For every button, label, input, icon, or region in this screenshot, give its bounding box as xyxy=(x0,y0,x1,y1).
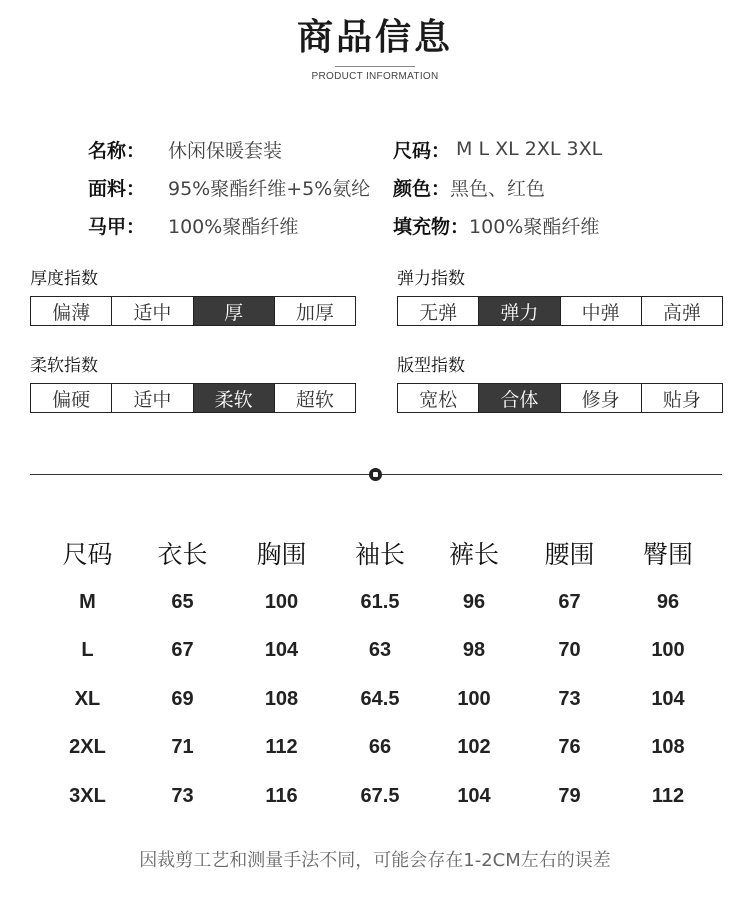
table-row xyxy=(40,627,720,676)
page-subtitle: PRODUCT INFORMATION xyxy=(311,71,439,82)
info-label: 填充物： xyxy=(393,215,470,238)
index-scale xyxy=(397,383,723,413)
info-value: 休闲保暖套装 xyxy=(168,139,283,162)
index-option: 超软 xyxy=(295,388,334,411)
table-cell: 108 xyxy=(651,736,685,759)
info-label: 颜色： xyxy=(393,177,451,200)
table-row xyxy=(40,724,720,773)
info-value: 黑色、红色 xyxy=(450,177,546,200)
info-name xyxy=(88,132,282,166)
table-cell: 66 xyxy=(368,736,392,759)
index-label: 柔软指数 xyxy=(30,356,98,376)
table-cell: 70 xyxy=(558,639,581,662)
index-option: 适中 xyxy=(112,384,193,412)
info-label: 面料： xyxy=(88,177,146,200)
table-row xyxy=(40,578,720,627)
index-scale xyxy=(30,383,356,413)
index-scale xyxy=(30,296,356,326)
table-header xyxy=(40,528,720,578)
index-label: 弹力指数 xyxy=(397,269,465,289)
title-underline xyxy=(335,66,415,67)
column-header: 胸围 xyxy=(256,540,307,569)
table-cell: 2XL xyxy=(69,736,106,759)
info-row xyxy=(88,170,708,208)
column-header: 衣长 xyxy=(157,540,208,569)
info-color xyxy=(393,170,545,204)
index-option: 中弹 xyxy=(561,297,642,325)
info-label: 尺码： xyxy=(393,139,451,162)
info-value: 100%聚酯纤维 xyxy=(469,215,600,238)
table-cell: 112 xyxy=(651,784,685,807)
measurement-note: 因裁剪工艺和测量手法不同，可能会存在1-2CM左右的误差 xyxy=(139,850,611,871)
info-filling xyxy=(393,208,599,242)
info-row xyxy=(88,132,708,170)
table-cell: 76 xyxy=(558,736,581,759)
table-cell: 116 xyxy=(265,784,298,807)
info-vest xyxy=(88,208,298,242)
thickness-index xyxy=(30,266,356,326)
table-cell: 100 xyxy=(651,639,685,662)
table-cell: 79 xyxy=(558,784,581,807)
table-row xyxy=(40,772,720,821)
table-cell: 108 xyxy=(264,687,299,710)
divider-dot-icon xyxy=(369,468,382,481)
table-cell: 104 xyxy=(457,784,491,807)
index-option: 无弹 xyxy=(398,297,479,325)
column-header: 裤长 xyxy=(448,540,499,569)
index-option: 合体 xyxy=(479,384,560,412)
table-cell: 73 xyxy=(558,687,581,710)
table-cell: M xyxy=(79,590,96,613)
info-value: 95%聚酯纤维+5%氨纶 xyxy=(168,177,371,200)
info-fabric xyxy=(88,170,370,204)
index-option: 弹力 xyxy=(479,297,560,325)
table-cell: 96 xyxy=(656,590,680,613)
index-label: 版型指数 xyxy=(397,356,465,376)
table-cell: 67 xyxy=(171,639,194,662)
elasticity-index xyxy=(397,266,723,326)
page-title: 商品信息 xyxy=(296,17,453,58)
table-cell: 104 xyxy=(264,639,299,662)
table-cell: 104 xyxy=(651,687,685,710)
table-cell: 69 xyxy=(171,687,194,710)
index-option: 加厚 xyxy=(295,301,334,324)
softness-index xyxy=(30,353,356,413)
header xyxy=(0,14,750,82)
table-cell: 73 xyxy=(171,784,194,807)
index-option: 厚 xyxy=(194,297,275,325)
index-option: 偏薄 xyxy=(31,297,112,325)
table-cell: 3XL xyxy=(69,784,106,807)
index-label: 厚度指数 xyxy=(30,269,98,289)
table-cell: XL xyxy=(74,687,101,710)
index-scale xyxy=(397,296,723,326)
column-header: 袖长 xyxy=(354,540,405,569)
info-size xyxy=(393,132,602,166)
table-row xyxy=(40,675,720,724)
table-cell: 67.5 xyxy=(360,784,400,807)
info-value: M L XL 2XL 3XL xyxy=(450,138,603,160)
info-label: 名称： xyxy=(88,139,146,162)
table-cell: 112 xyxy=(265,736,298,759)
index-option: 适中 xyxy=(112,297,193,325)
table-cell: 61.5 xyxy=(360,590,400,613)
index-option: 偏硬 xyxy=(31,384,112,412)
table-cell: 64.5 xyxy=(360,687,400,710)
column-header: 腰围 xyxy=(544,540,595,569)
index-option: 修身 xyxy=(561,384,642,412)
index-option: 贴身 xyxy=(662,388,701,411)
table-cell: 65 xyxy=(171,590,194,613)
index-option: 宽松 xyxy=(398,384,479,412)
column-header: 臀围 xyxy=(642,540,693,569)
index-option: 柔软 xyxy=(194,384,275,412)
info-value: 100%聚酯纤维 xyxy=(168,215,299,238)
table-cell: 71 xyxy=(171,736,194,759)
table-cell: 63 xyxy=(368,639,392,662)
table-cell: 102 xyxy=(457,736,491,759)
column-header: 尺码 xyxy=(62,540,113,569)
fit-index xyxy=(397,353,723,413)
table-cell: 100 xyxy=(457,687,491,710)
product-info xyxy=(88,132,708,246)
table-cell: 98 xyxy=(462,639,486,662)
info-row xyxy=(88,208,708,246)
info-label: 马甲： xyxy=(88,215,146,238)
table-cell: 100 xyxy=(264,590,299,613)
size-table xyxy=(40,528,720,821)
table-cell: 96 xyxy=(462,590,486,613)
index-option: 高弹 xyxy=(662,301,701,324)
table-cell: 67 xyxy=(558,590,581,613)
table-cell: L xyxy=(81,639,94,662)
